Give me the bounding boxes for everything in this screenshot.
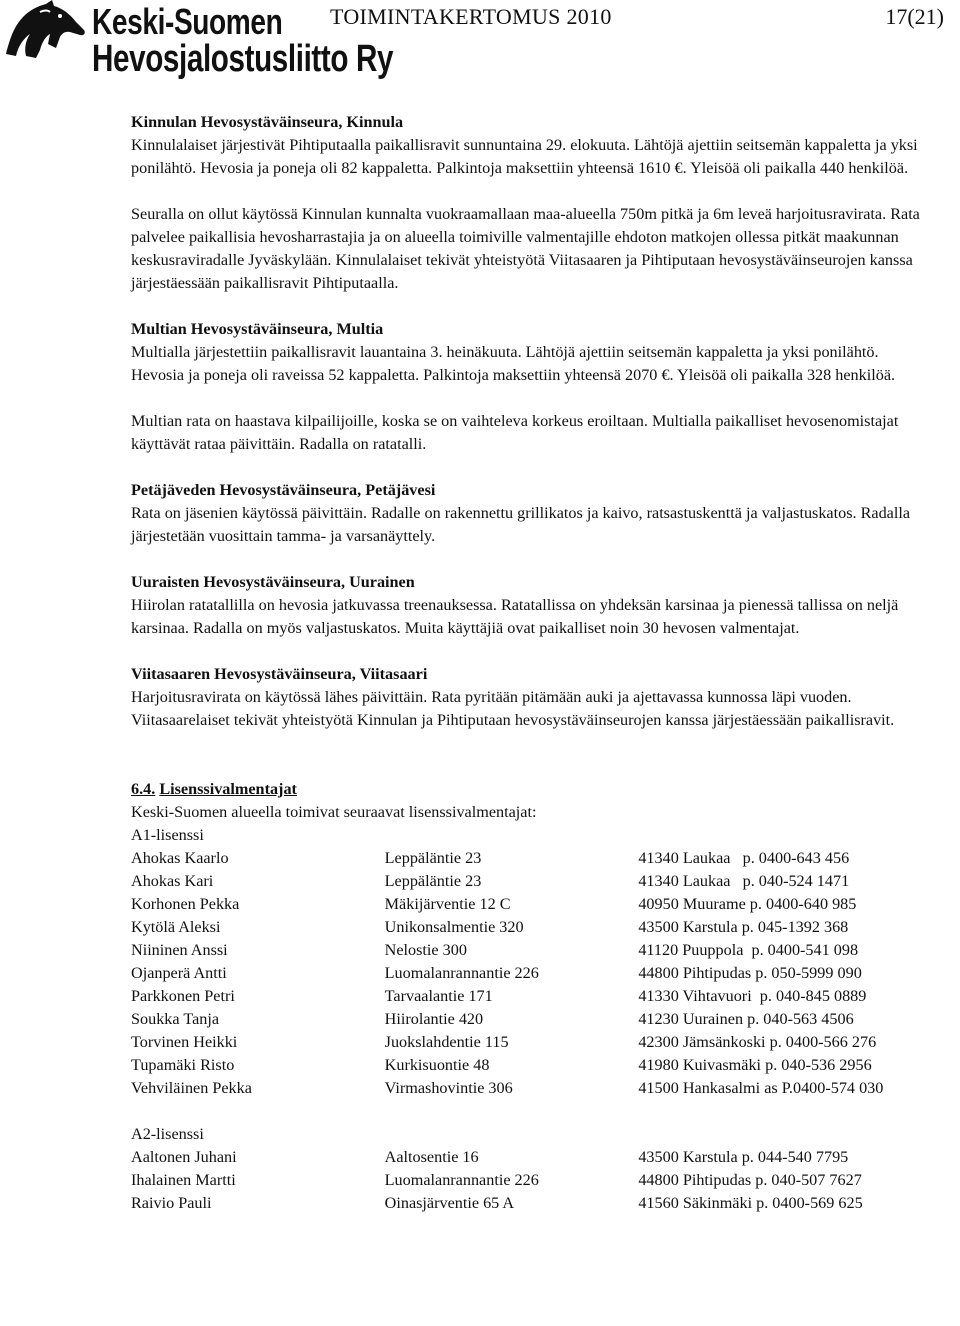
section-viitasaari bbox=[131, 663, 931, 732]
section-heading: Multian Hevosystäväinseura, Multia bbox=[131, 320, 384, 338]
trainer-address: Mäkijärventie 12 C bbox=[384, 895, 511, 913]
trainer-postal-phone: 44800 Pihtipudas p. 050-5999 090 bbox=[638, 964, 862, 982]
logo-title-line2: Hevosjalostusliitto Ry bbox=[92, 38, 394, 80]
section-heading: Petäjäveden Hevosystäväinseura, Petäjävesi bbox=[131, 481, 436, 499]
trainer-name: Korhonen Pekka bbox=[131, 895, 240, 913]
trainer-address: Virmashovintie 306 bbox=[384, 1079, 513, 1097]
trainer-name: Torvinen Heikki bbox=[131, 1033, 238, 1051]
paragraph: Rata on jäsenien käytössä päivittäin. Radalle on rakennettu grillikatos ja kaivo, ratsastuskenttä ja valjastuskatos. Radalla järjestetään vuosittain tamma- ja varsanäyttely. bbox=[131, 504, 911, 545]
trainer-row bbox=[131, 1008, 931, 1031]
trainer-row bbox=[131, 1054, 931, 1077]
trainer-postal-phone: 43500 Karstula p. 044-540 7795 bbox=[638, 1148, 849, 1166]
section-kinnula bbox=[131, 111, 931, 295]
trainer-name: Niininen Anssi bbox=[131, 941, 228, 959]
trainer-postal-phone: 44800 Pihtipudas p. 040-507 7627 bbox=[638, 1171, 862, 1189]
section-heading: Viitasaaren Hevosystäväinseura, Viitasaari bbox=[131, 665, 428, 683]
trainer-address: Luomalanrannantie 226 bbox=[384, 1171, 539, 1189]
trainer-postal-phone: 41340 Laukaa p. 040-524 1471 bbox=[638, 872, 850, 890]
trainer-name: Soukka Tanja bbox=[131, 1010, 220, 1028]
logo-title-line1: Keski-Suomen bbox=[92, 1, 283, 42]
trainer-row bbox=[131, 939, 931, 962]
paragraph: Kinnulalaiset järjestivät Pihtiputaalla paikallisravit sunnuntaina 29. elokuuta. Lähtöjä ajettiin seitsemän kappaletta ja yksi ponilähtö. Hevosia ja poneja oli 82 kappaletta. Palkintoja maksettiin yhteensä 1610 €. Yleisöä oli paikalla 440 henkilöä. bbox=[131, 136, 918, 177]
trainer-name: Ahokas Kaarlo bbox=[131, 849, 229, 867]
trainer-row bbox=[131, 1146, 931, 1169]
trainer-row bbox=[131, 870, 931, 893]
paragraph: Harjoitusravirata on käytössä lähes päivittäin. Rata pyritään pitämään auki ja ajettavassa kunnossa läpi vuoden. Viitasaarelaiset tekivät yhteistyötä Kinnulan ja Pihtiputaan hevosystäväinseurojen kanssa järjestäessään paikallisravit. bbox=[131, 688, 895, 729]
trainer-postal-phone: 41230 Uurainen p. 040-563 4506 bbox=[638, 1010, 854, 1028]
trainer-postal-phone: 41560 Säkinmäki p. 0400-569 625 bbox=[638, 1194, 863, 1212]
trainer-address: Hiirolantie 420 bbox=[384, 1010, 484, 1028]
trainer-name: Ihalainen Martti bbox=[131, 1171, 236, 1189]
section-title: Lisenssivalmentajat bbox=[159, 780, 297, 798]
trainer-row bbox=[131, 962, 931, 985]
trainer-row bbox=[131, 1192, 931, 1215]
licence-a2-list bbox=[131, 1146, 931, 1215]
trainer-address: Juokslahdentie 115 bbox=[384, 1033, 509, 1051]
section-uurainen bbox=[131, 571, 931, 640]
trainer-address: Nelostie 300 bbox=[384, 941, 467, 959]
horse-head-icon bbox=[0, 0, 90, 60]
licence-intro: Keski-Suomen alueella toimivat seuraavat lisenssivalmentajat: bbox=[131, 803, 537, 821]
trainer-address: Aaltosentie 16 bbox=[384, 1148, 479, 1166]
section-multia bbox=[131, 318, 931, 456]
section-number: 6.4. bbox=[131, 780, 156, 798]
trainer-row bbox=[131, 847, 931, 870]
trainer-address: Unikonsalmentie 320 bbox=[384, 918, 524, 936]
trainer-row bbox=[131, 893, 931, 916]
page-number: 17(21) bbox=[885, 4, 944, 29]
trainer-postal-phone: 42300 Jämsänkoski p. 0400-566 276 bbox=[638, 1033, 877, 1051]
trainer-name: Ojanperä Antti bbox=[131, 964, 227, 982]
trainer-address: Kurkisuontie 48 bbox=[384, 1056, 490, 1074]
licence-a1-label: A1-lisenssi bbox=[131, 826, 204, 844]
trainer-row bbox=[131, 1077, 931, 1100]
trainer-address: Tarvaalantie 171 bbox=[384, 987, 493, 1005]
trainer-address: Oinasjärventie 65 A bbox=[384, 1194, 515, 1212]
trainer-name: Aaltonen Juhani bbox=[131, 1148, 237, 1166]
trainer-address: Leppäläntie 23 bbox=[384, 849, 482, 867]
licence-a1-list bbox=[131, 847, 931, 1100]
document-title: TOIMINTAKERTOMUS 2010 bbox=[330, 4, 612, 29]
organization-logo bbox=[0, 0, 394, 86]
trainer-postal-phone: 43500 Karstula p. 045-1392 368 bbox=[638, 918, 849, 936]
paragraph: Multian rata on haastava kilpailijoille, koska se on vaihteleva korkeus eroiltaan. Multialla paikalliset hevosenomistajat käyttävät rataa päivittäin. Radalla on ratatalli. bbox=[131, 412, 899, 453]
section-petajavesi bbox=[131, 479, 931, 548]
trainer-name: Raivio Pauli bbox=[131, 1194, 212, 1212]
trainer-row bbox=[131, 916, 931, 939]
licence-a2-label: A2-lisenssi bbox=[131, 1125, 204, 1143]
trainer-postal-phone: 41980 Kuivasmäki p. 040-536 2956 bbox=[638, 1056, 872, 1074]
paragraph: Hiirolan ratatallilla on hevosia jatkuvassa treenauksessa. Ratatallissa on yhdeksän karsinaa ja pienessä tallissa on neljä karsinaa. Radalla on myös valjastuskatos. Muita käyttäjiä ovat paikalliset noin 30 hevosen valmentajat. bbox=[131, 596, 899, 637]
section-heading: Uuraisten Hevosystäväinseura, Uurainen bbox=[131, 573, 415, 591]
document-body bbox=[131, 111, 931, 1215]
trainer-postal-phone: 41340 Laukaa p. 0400-643 456 bbox=[638, 849, 850, 867]
trainer-address: Leppäläntie 23 bbox=[384, 872, 482, 890]
paragraph: Seuralla on ollut käytössä Kinnulan kunnalta vuokraamallaan maa-alueella 750m pitkä ja 6m leveä harjoitusravirata. Rata palvelee paikallisia hevosharrastajia ja on alueella toimiville valmentajille ehdoton matkojen ollessa pitkät maakunnan keskusraviradalle Jyväskylään. Kinnulalaiset tekivät yhteistyötä Viitasaaren ja Pihtiputaan hevosystäväinseurojen kanssa järjestäessään paikallisravit Pihtiputaalla. bbox=[131, 205, 920, 292]
trainer-row bbox=[131, 1031, 931, 1054]
section-heading bbox=[131, 778, 931, 801]
trainer-name: Kytölä Aleksi bbox=[131, 918, 221, 936]
trainer-name: Tupamäki Risto bbox=[131, 1056, 235, 1074]
section-licensed-trainers bbox=[131, 778, 931, 1215]
trainer-postal-phone: 41500 Hankasalmi as P.0400-574 030 bbox=[638, 1079, 884, 1097]
trainer-name: Vehviläinen Pekka bbox=[131, 1079, 252, 1097]
paragraph: Multialla järjestettiin paikallisravit lauantaina 3. heinäkuuta. Lähtöjä ajettiin seitsemän kappaletta ja yksi ponilähtö. Hevosia ja poneja oli raveissa 52 kappaletta. Palkintoja maksettiin yhteensä 2070 €. Yleisöä oli paikalla 328 henkilöä. bbox=[131, 343, 896, 384]
trainer-postal-phone: 40950 Muurame p. 0400-640 985 bbox=[638, 895, 857, 913]
trainer-name: Ahokas Kari bbox=[131, 872, 214, 890]
trainer-postal-phone: 41330 Vihtavuori p. 040-845 0889 bbox=[638, 987, 867, 1005]
trainer-name: Parkkonen Petri bbox=[131, 987, 235, 1005]
trainer-row bbox=[131, 985, 931, 1008]
section-heading: Kinnulan Hevosystäväinseura, Kinnula bbox=[131, 113, 404, 131]
trainer-address: Luomalanrannantie 226 bbox=[384, 964, 539, 982]
trainer-postal-phone: 41120 Puuppola p. 0400-541 098 bbox=[638, 941, 859, 959]
trainer-row bbox=[131, 1169, 931, 1192]
